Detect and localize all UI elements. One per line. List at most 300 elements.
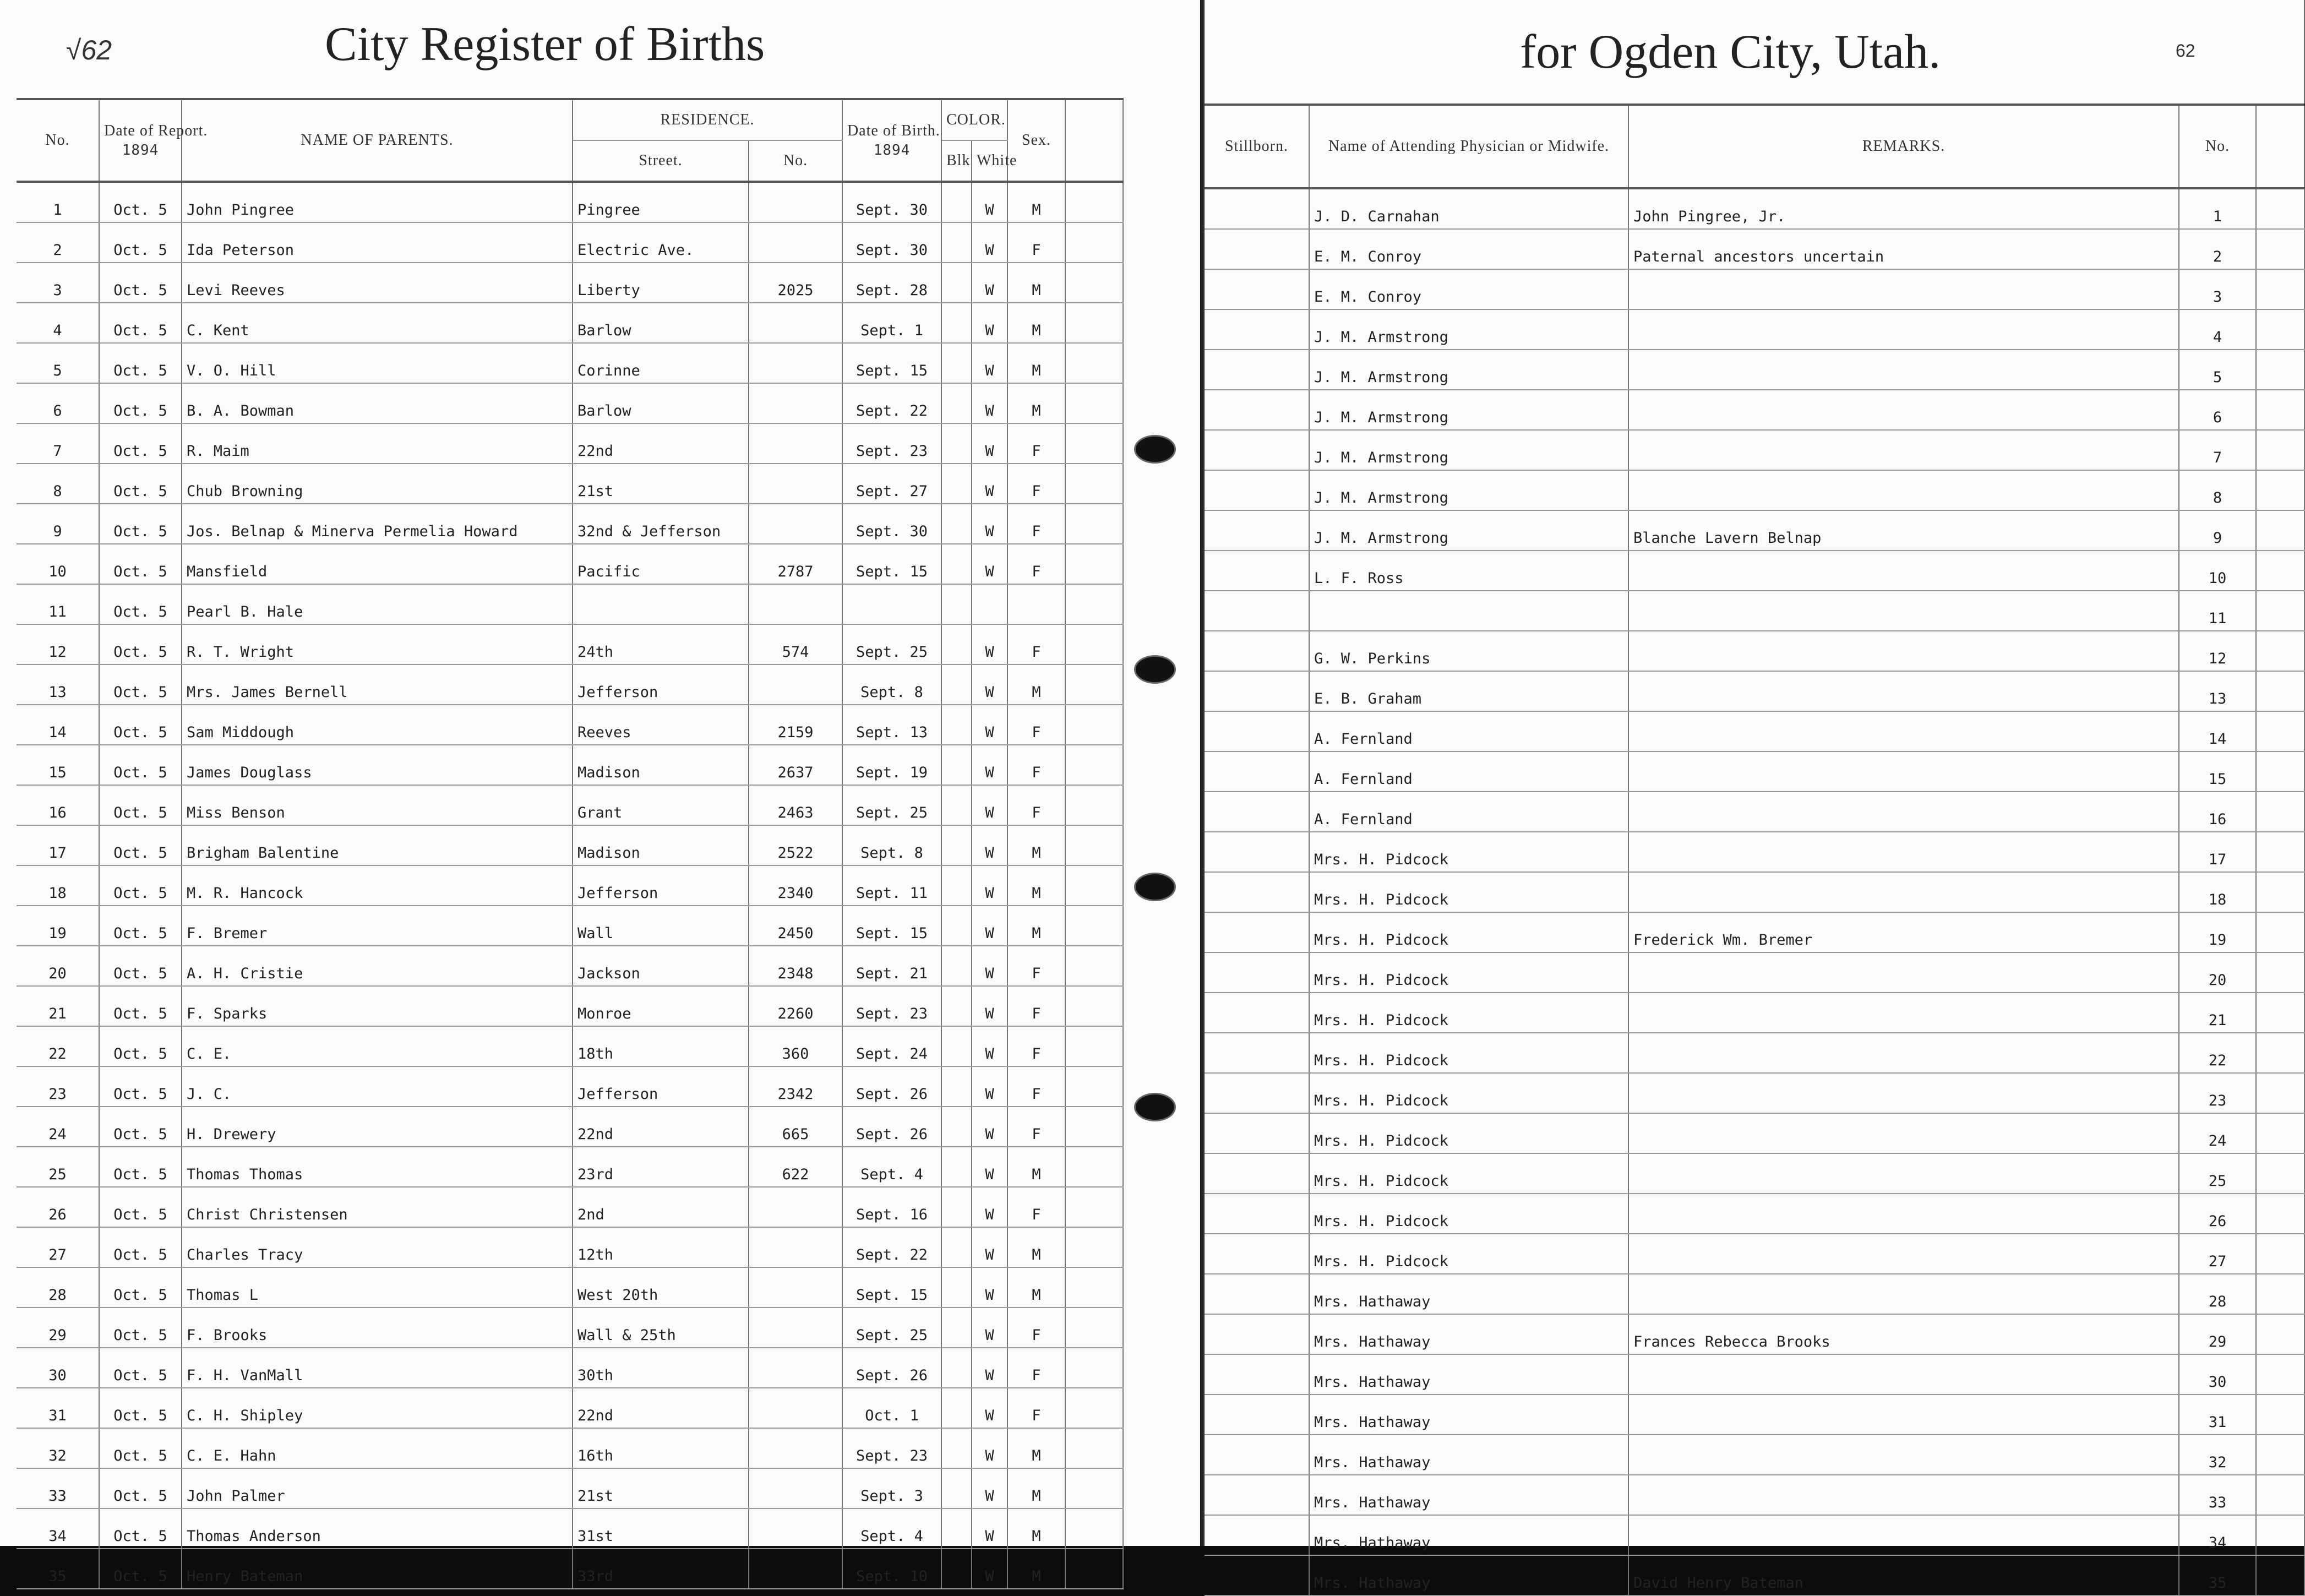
street-cell: 22nd <box>573 1107 749 1147</box>
physician-cell: J. M. Armstrong <box>1309 470 1628 510</box>
table-row <box>17 504 1123 544</box>
physician-cell: Mrs. H. Pidcock <box>1309 1033 1628 1073</box>
row-number: 35 <box>17 1549 99 1589</box>
white-cell: W <box>972 986 1007 1026</box>
white-cell: W <box>972 263 1007 303</box>
street-number-cell <box>749 1227 842 1267</box>
parents-name-cell: John Pingree <box>182 182 573 222</box>
header-date-of-birth <box>842 99 941 182</box>
street-cell: Grant <box>573 785 749 825</box>
blank-cell <box>1065 664 1123 705</box>
date-of-report-cell: Oct. 5 <box>99 664 182 705</box>
margin-cell <box>2256 350 2304 390</box>
date-of-birth-cell: Sept. 25 <box>842 1308 941 1348</box>
row-number: 1 <box>17 182 99 222</box>
date-of-report-cell: Oct. 5 <box>99 222 182 263</box>
blk-cell <box>941 664 972 705</box>
street-number-cell <box>749 1428 842 1468</box>
street-number-cell <box>749 1549 842 1589</box>
stillborn-cell <box>1205 1555 1309 1595</box>
margin-cell <box>2256 1395 2304 1435</box>
table-row <box>17 544 1123 584</box>
table-row <box>1205 269 2304 309</box>
remarks-cell <box>1628 671 2179 711</box>
blk-cell <box>941 1267 972 1308</box>
street-number-cell <box>749 1267 842 1308</box>
date-of-report-cell: Oct. 5 <box>99 464 182 504</box>
sex-cell: F <box>1007 946 1065 986</box>
street-cell: Wall & 25th <box>573 1308 749 1348</box>
stillborn-cell <box>1205 751 1309 792</box>
date-of-report-cell: Oct. 5 <box>99 1428 182 1468</box>
date-of-birth-cell: Sept. 16 <box>842 1187 941 1227</box>
date-of-birth-cell: Sept. 22 <box>842 383 941 423</box>
date-of-birth-cell: Sept. 3 <box>842 1468 941 1508</box>
date-of-birth-cell: Sept. 15 <box>842 1267 941 1308</box>
date-of-birth-cell: Sept. 28 <box>842 263 941 303</box>
table-row <box>1205 1113 2304 1153</box>
row-number: 31 <box>2179 1395 2256 1435</box>
blk-cell <box>941 1388 972 1428</box>
date-of-birth-cell: Sept. 8 <box>842 825 941 865</box>
table-row <box>1205 912 2304 952</box>
physician-cell: E. M. Conroy <box>1309 269 1628 309</box>
street-number-cell: 2260 <box>749 986 842 1026</box>
margin-cell <box>2256 1153 2304 1194</box>
header-blk: Blk <box>941 140 972 182</box>
row-number: 15 <box>17 745 99 785</box>
street-number-cell <box>749 182 842 222</box>
row-number: 18 <box>2179 872 2256 912</box>
blank-cell <box>1065 222 1123 263</box>
date-of-report-cell: Oct. 5 <box>99 1508 182 1549</box>
remarks-cell <box>1628 1194 2179 1234</box>
row-number: 2 <box>17 222 99 263</box>
sex-cell: F <box>1007 423 1065 464</box>
white-cell: W <box>972 946 1007 986</box>
street-number-cell: 665 <box>749 1107 842 1147</box>
margin-cell <box>2256 510 2304 551</box>
stillborn-cell <box>1205 1274 1309 1314</box>
stillborn-cell <box>1205 229 1309 269</box>
header-residence: RESIDENCE. <box>573 99 842 140</box>
header-street-no: No. <box>749 140 842 182</box>
margin-cell <box>2256 1555 2304 1595</box>
street-number-cell: 360 <box>749 1026 842 1066</box>
street-number-cell: 622 <box>749 1147 842 1187</box>
margin-cell <box>2256 1475 2304 1515</box>
sex-cell: F <box>1007 624 1065 664</box>
date-of-report-cell: Oct. 5 <box>99 383 182 423</box>
blank-cell <box>1065 1549 1123 1589</box>
table-row <box>1205 350 2304 390</box>
blank-cell <box>1065 343 1123 383</box>
date-of-report-cell: Oct. 5 <box>99 946 182 986</box>
row-number: 6 <box>17 383 99 423</box>
white-cell: W <box>972 1428 1007 1468</box>
sex-cell: M <box>1007 1267 1065 1308</box>
header-blank <box>1065 99 1123 182</box>
blank-cell <box>1065 1308 1123 1348</box>
sex-cell <box>1007 584 1065 624</box>
blk-cell <box>941 825 972 865</box>
stillborn-cell <box>1205 390 1309 430</box>
header-right-margin <box>2256 105 2304 188</box>
parents-name-cell: Thomas Anderson <box>182 1508 573 1549</box>
table-row <box>17 343 1123 383</box>
table-row <box>17 1066 1123 1107</box>
margin-cell <box>2256 1515 2304 1555</box>
blank-cell <box>1065 1388 1123 1428</box>
physician-cell: Mrs. Hathaway <box>1309 1354 1628 1395</box>
table-row <box>1205 229 2304 269</box>
parents-name-cell: C. H. Shipley <box>182 1388 573 1428</box>
sex-cell: F <box>1007 1066 1065 1107</box>
table-row <box>1205 188 2304 229</box>
margin-cell <box>2256 631 2304 671</box>
table-row <box>17 1107 1123 1147</box>
street-cell: Jackson <box>573 946 749 986</box>
white-cell: W <box>972 906 1007 946</box>
parents-name-cell: B. A. Bowman <box>182 383 573 423</box>
row-number: 34 <box>17 1508 99 1549</box>
remarks-cell <box>1628 1153 2179 1194</box>
street-cell: 24th <box>573 624 749 664</box>
table-row <box>1205 430 2304 470</box>
row-number: 23 <box>2179 1073 2256 1113</box>
table-row <box>1205 309 2304 350</box>
table-row <box>17 1428 1123 1468</box>
row-number: 30 <box>2179 1354 2256 1395</box>
physician-cell: Mrs. H. Pidcock <box>1309 1113 1628 1153</box>
blk-cell <box>941 1468 972 1508</box>
date-of-birth-cell: Sept. 30 <box>842 504 941 544</box>
row-number: 4 <box>17 303 99 343</box>
table-row <box>17 906 1123 946</box>
row-number: 11 <box>17 584 99 624</box>
physician-cell: Mrs. H. Pidcock <box>1309 872 1628 912</box>
street-number-cell <box>749 1348 842 1388</box>
sex-cell: M <box>1007 182 1065 222</box>
header-physician: Name of Attending Physician or Midwife. <box>1309 105 1628 188</box>
white-cell: W <box>972 1227 1007 1267</box>
row-number: 8 <box>2179 470 2256 510</box>
remarks-cell <box>1628 1113 2179 1153</box>
street-cell: Electric Ave. <box>573 222 749 263</box>
physician-cell: L. F. Ross <box>1309 551 1628 591</box>
header-white: White <box>972 140 1007 182</box>
row-number: 23 <box>17 1066 99 1107</box>
physician-remarks-table <box>1205 104 2305 1596</box>
row-number: 9 <box>17 504 99 544</box>
sex-cell: M <box>1007 906 1065 946</box>
blk-cell <box>941 986 972 1026</box>
stillborn-cell <box>1205 350 1309 390</box>
street-number-cell <box>749 1388 842 1428</box>
date-of-birth-cell: Oct. 1 <box>842 1388 941 1428</box>
row-number: 20 <box>2179 952 2256 993</box>
row-number: 25 <box>17 1147 99 1187</box>
row-number: 22 <box>2179 1033 2256 1073</box>
date-of-birth-cell: Sept. 22 <box>842 1227 941 1267</box>
parents-name-cell: R. T. Wright <box>182 624 573 664</box>
header-report-year: 1894 <box>122 142 159 159</box>
binder-hole <box>1134 435 1176 464</box>
parents-name-cell: Charles Tracy <box>182 1227 573 1267</box>
row-number: 22 <box>17 1026 99 1066</box>
date-of-report-cell: Oct. 5 <box>99 1388 182 1428</box>
street-cell: 21st <box>573 464 749 504</box>
row-number: 15 <box>2179 751 2256 792</box>
white-cell: W <box>972 1508 1007 1549</box>
street-number-cell <box>749 222 842 263</box>
blank-cell <box>1065 263 1123 303</box>
street-number-cell <box>749 464 842 504</box>
physician-cell: Mrs. Hathaway <box>1309 1475 1628 1515</box>
margin-cell <box>2256 1354 2304 1395</box>
table-row <box>1205 1395 2304 1435</box>
blk-cell <box>941 343 972 383</box>
table-row <box>17 785 1123 825</box>
row-number: 19 <box>2179 912 2256 952</box>
table-row <box>17 584 1123 624</box>
table-row <box>1205 510 2304 551</box>
binder-hole <box>1134 655 1176 684</box>
stillborn-cell <box>1205 551 1309 591</box>
sex-cell: M <box>1007 1508 1065 1549</box>
remarks-cell <box>1628 1395 2179 1435</box>
table-row <box>17 1308 1123 1348</box>
stillborn-cell <box>1205 188 1309 229</box>
stillborn-cell <box>1205 671 1309 711</box>
blk-cell <box>941 1066 972 1107</box>
row-number: 29 <box>2179 1314 2256 1354</box>
date-of-birth-cell: Sept. 13 <box>842 705 941 745</box>
stillborn-cell <box>1205 912 1309 952</box>
street-cell: Monroe <box>573 986 749 1026</box>
parents-name-cell: H. Drewery <box>182 1107 573 1147</box>
white-cell: W <box>972 1187 1007 1227</box>
row-number: 5 <box>17 343 99 383</box>
remarks-cell <box>1628 309 2179 350</box>
parents-name-cell: J. C. <box>182 1066 573 1107</box>
stillborn-cell <box>1205 631 1309 671</box>
parents-name-cell: John Palmer <box>182 1468 573 1508</box>
date-of-report-cell: Oct. 5 <box>99 1549 182 1589</box>
street-cell: Madison <box>573 745 749 785</box>
margin-cell <box>2256 229 2304 269</box>
street-cell: 12th <box>573 1227 749 1267</box>
street-cell: 30th <box>573 1348 749 1388</box>
row-number: 12 <box>17 624 99 664</box>
sex-cell: F <box>1007 1107 1065 1147</box>
row-number: 6 <box>2179 390 2256 430</box>
sex-cell: M <box>1007 343 1065 383</box>
street-cell <box>573 584 749 624</box>
stillborn-cell <box>1205 1234 1309 1274</box>
row-number: 13 <box>17 664 99 705</box>
row-number: 7 <box>17 423 99 464</box>
date-of-report-cell: Oct. 5 <box>99 825 182 865</box>
stillborn-cell <box>1205 832 1309 872</box>
parents-name-cell: F. H. VanMall <box>182 1348 573 1388</box>
table-row <box>17 1468 1123 1508</box>
remarks-cell <box>1628 952 2179 993</box>
table-row <box>1205 872 2304 912</box>
margin-cell <box>2256 1314 2304 1354</box>
row-number: 35 <box>2179 1555 2256 1595</box>
table-row <box>17 303 1123 343</box>
sex-cell: M <box>1007 1468 1065 1508</box>
street-number-cell: 2340 <box>749 865 842 906</box>
date-of-birth-cell: Sept. 23 <box>842 986 941 1026</box>
date-of-report-cell: Oct. 5 <box>99 584 182 624</box>
physician-cell: J. M. Armstrong <box>1309 430 1628 470</box>
street-cell: Jefferson <box>573 664 749 705</box>
street-cell: 22nd <box>573 1388 749 1428</box>
margin-cell <box>2256 1274 2304 1314</box>
physician-cell: J. M. Armstrong <box>1309 390 1628 430</box>
blk-cell <box>941 1508 972 1549</box>
sex-cell: M <box>1007 825 1065 865</box>
table-row <box>1205 551 2304 591</box>
table-row <box>1205 1274 2304 1314</box>
street-cell: Barlow <box>573 303 749 343</box>
row-number: 10 <box>2179 551 2256 591</box>
street-number-cell: 2522 <box>749 825 842 865</box>
stillborn-cell <box>1205 269 1309 309</box>
stillborn-cell <box>1205 792 1309 832</box>
blank-cell <box>1065 1267 1123 1308</box>
blank-cell <box>1065 946 1123 986</box>
street-cell: Jefferson <box>573 1066 749 1107</box>
header-name-of-parents: NAME OF PARENTS. <box>182 99 573 182</box>
blk-cell <box>941 1147 972 1187</box>
parents-name-cell: Miss Benson <box>182 785 573 825</box>
white-cell: W <box>972 1549 1007 1589</box>
row-number: 29 <box>17 1308 99 1348</box>
street-number-cell <box>749 303 842 343</box>
physician-cell: E. B. Graham <box>1309 671 1628 711</box>
margin-cell <box>2256 551 2304 591</box>
blank-cell <box>1065 1227 1123 1267</box>
sex-cell: M <box>1007 1227 1065 1267</box>
row-number: 31 <box>17 1388 99 1428</box>
row-number: 1 <box>2179 188 2256 229</box>
row-number: 17 <box>2179 832 2256 872</box>
physician-cell: Mrs. Hathaway <box>1309 1395 1628 1435</box>
blank-cell <box>1065 504 1123 544</box>
parents-name-cell: Chub Browning <box>182 464 573 504</box>
white-cell: W <box>972 383 1007 423</box>
row-number: 21 <box>2179 993 2256 1033</box>
table-row <box>1205 631 2304 671</box>
blk-cell <box>941 423 972 464</box>
parents-name-cell: M. R. Hancock <box>182 865 573 906</box>
binder-hole <box>1134 873 1176 901</box>
stillborn-cell <box>1205 1033 1309 1073</box>
row-number: 30 <box>17 1348 99 1388</box>
sex-cell: M <box>1007 1428 1065 1468</box>
table-row <box>1205 792 2304 832</box>
date-of-birth-cell: Sept. 30 <box>842 222 941 263</box>
street-number-cell: 2159 <box>749 705 842 745</box>
row-number: 17 <box>17 825 99 865</box>
street-number-cell <box>749 343 842 383</box>
date-of-birth-cell: Sept. 8 <box>842 664 941 705</box>
row-number: 10 <box>17 544 99 584</box>
blk-cell <box>941 182 972 222</box>
physician-cell: Mrs. H. Pidcock <box>1309 912 1628 952</box>
sex-cell: F <box>1007 504 1065 544</box>
margin-cell <box>2256 269 2304 309</box>
blk-cell <box>941 383 972 423</box>
blk-cell <box>941 1428 972 1468</box>
remarks-cell <box>1628 832 2179 872</box>
street-cell: Jefferson <box>573 865 749 906</box>
row-number: 28 <box>2179 1274 2256 1314</box>
physician-cell: J. M. Armstrong <box>1309 510 1628 551</box>
sex-cell: F <box>1007 1187 1065 1227</box>
street-cell: Pingree <box>573 182 749 222</box>
table-row <box>17 1348 1123 1388</box>
remarks-cell <box>1628 390 2179 430</box>
row-number: 16 <box>17 785 99 825</box>
row-number: 24 <box>17 1107 99 1147</box>
date-of-report-cell: Oct. 5 <box>99 1187 182 1227</box>
date-of-birth-cell: Sept. 10 <box>842 1549 941 1589</box>
stillborn-cell <box>1205 952 1309 993</box>
stillborn-cell <box>1205 1395 1309 1435</box>
remarks-cell <box>1628 1234 2179 1274</box>
row-number: 33 <box>2179 1475 2256 1515</box>
street-cell: Corinne <box>573 343 749 383</box>
row-number: 12 <box>2179 631 2256 671</box>
blank-cell <box>1065 1468 1123 1508</box>
blank-cell <box>1065 1508 1123 1549</box>
blank-cell <box>1065 182 1123 222</box>
sex-cell: F <box>1007 986 1065 1026</box>
date-of-birth-cell: Sept. 19 <box>842 745 941 785</box>
parents-name-cell: Jos. Belnap & Minerva Permelia Howard <box>182 504 573 544</box>
table-row <box>1205 591 2304 631</box>
table-row <box>17 1147 1123 1187</box>
left-page-title: City Register of Births <box>325 18 765 71</box>
date-of-report-cell: Oct. 5 <box>99 1348 182 1388</box>
parents-name-cell: Mansfield <box>182 544 573 584</box>
blk-cell <box>941 1187 972 1227</box>
parents-name-cell: Henry Bateman <box>182 1549 573 1589</box>
blk-cell <box>941 544 972 584</box>
date-of-report-cell: Oct. 5 <box>99 1468 182 1508</box>
row-number: 32 <box>17 1428 99 1468</box>
white-cell: W <box>972 705 1007 745</box>
blk-cell <box>941 705 972 745</box>
street-number-cell: 2787 <box>749 544 842 584</box>
sex-cell: F <box>1007 1388 1065 1428</box>
stillborn-cell <box>1205 470 1309 510</box>
header-date-of-birth-label: Date of Birth. <box>847 122 940 139</box>
margin-cell <box>2256 591 2304 631</box>
street-number-cell <box>749 664 842 705</box>
physician-cell: Mrs. Hathaway <box>1309 1274 1628 1314</box>
date-of-report-cell: Oct. 5 <box>99 182 182 222</box>
parents-name-cell: Christ Christensen <box>182 1187 573 1227</box>
street-number-cell <box>749 1308 842 1348</box>
blank-cell <box>1065 303 1123 343</box>
parents-name-cell: Levi Reeves <box>182 263 573 303</box>
stillborn-cell <box>1205 430 1309 470</box>
